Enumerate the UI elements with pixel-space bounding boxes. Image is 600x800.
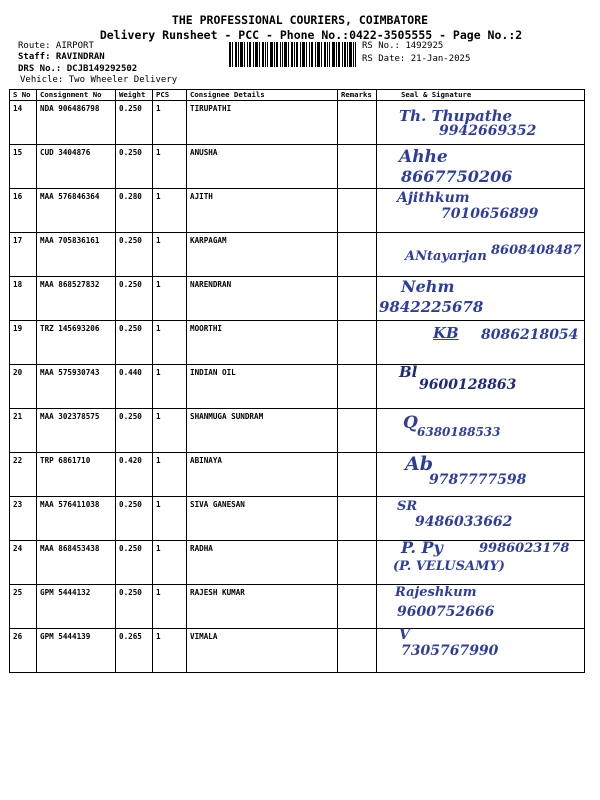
table-row	[10, 365, 585, 409]
cell-remarks	[338, 189, 377, 233]
cell-consignment: MAA 302378575	[37, 409, 116, 453]
table-row	[10, 541, 585, 585]
cell-consignee: VIMALA	[187, 629, 338, 673]
col-header-signature: Seal & Signature	[377, 90, 585, 101]
col-header-consignee: Consignee Details	[187, 90, 338, 101]
cell-consignee: TIRUPATHI	[187, 101, 338, 145]
cell-weight: 0.250	[116, 233, 153, 277]
cell-pcs: 1	[153, 145, 187, 189]
rs-date: RS Date: 21-Jan-2025	[362, 54, 471, 64]
cell-consignee: NARENDRAN	[187, 277, 338, 321]
barcode-image	[229, 42, 356, 67]
table-header-row	[10, 90, 585, 101]
cell-consignment: TRZ 145693206	[37, 321, 116, 365]
table-row	[10, 497, 585, 541]
cell-consignee: RAJESH KUMAR	[187, 585, 338, 629]
cell-sno: 26	[10, 629, 37, 673]
handwritten-signature: P. Py	[401, 538, 443, 557]
cell-signature	[377, 409, 585, 453]
cell-signature	[377, 538, 585, 585]
col-header-pcs: PCS	[153, 90, 187, 101]
handwritten-signature: V	[399, 627, 410, 643]
cell-remarks	[338, 277, 377, 321]
handwritten-phone: 9486033662	[415, 514, 513, 530]
route-label: Route: AIRPORT	[18, 41, 94, 51]
cell-consignment: MAA 576411038	[37, 497, 116, 541]
cell-pcs: 1	[153, 101, 187, 145]
cell-weight: 0.280	[116, 189, 153, 233]
cell-sno: 17	[10, 233, 37, 277]
cell-pcs: 1	[153, 541, 187, 585]
cell-consignment: MAA 705836161	[37, 233, 116, 277]
cell-weight: 0.250	[116, 409, 153, 453]
cell-consignee: SIVA GANESAN	[187, 497, 338, 541]
handwritten-phone: 9942669352	[439, 123, 537, 139]
cell-remarks	[338, 233, 377, 277]
handwritten-signature: Th. Thupathe	[399, 107, 513, 125]
handwritten-signature: Ab	[405, 453, 434, 475]
cell-sno: 15	[10, 145, 37, 189]
cell-sno: 14	[10, 101, 37, 145]
cell-signature	[377, 629, 585, 673]
cell-pcs: 1	[153, 321, 187, 365]
table-row	[10, 189, 585, 233]
handwritten-phone: 7305767990	[401, 643, 499, 659]
cell-signature	[377, 497, 585, 541]
handwritten-phone: 8608408487	[491, 243, 582, 258]
cell-remarks	[338, 497, 377, 541]
cell-remarks	[338, 541, 377, 585]
cell-consignment: GPM 5444132	[37, 585, 116, 629]
cell-sno: 24	[10, 541, 37, 585]
table-row	[10, 101, 585, 145]
cell-weight: 0.250	[116, 497, 153, 541]
cell-consignee: MOORTHI	[187, 321, 338, 365]
cell-pcs: 1	[153, 233, 187, 277]
staff-label: Staff: RAVINDRAN	[18, 52, 105, 62]
cell-sno: 25	[10, 585, 37, 629]
cell-consignment: MAA 868453438	[37, 541, 116, 585]
runsheet-subtitle: Delivery Runsheet - PCC - Phone No.:0422-3505555 - Page No.:2	[99, 28, 523, 42]
cell-sno: 16	[10, 189, 37, 233]
cell-consignment: MAA 868527832	[37, 277, 116, 321]
cell-consignment: MAA 576846364	[37, 189, 116, 233]
cell-weight: 0.440	[116, 365, 153, 409]
handwritten-phone: 8667750206	[401, 167, 513, 186]
cell-weight: 0.250	[116, 277, 153, 321]
cell-sno: 19	[10, 321, 37, 365]
table-row	[10, 233, 585, 277]
cell-signature	[377, 585, 585, 629]
cell-consignee: AJITH	[187, 189, 338, 233]
cell-consignee: RADHA	[187, 541, 338, 585]
cell-pcs: 1	[153, 453, 187, 497]
cell-consignee: INDIAN OIL	[187, 365, 338, 409]
cell-consignee: SHANMUGA SUNDRAM	[187, 409, 338, 453]
table-row	[10, 453, 585, 497]
cell-sno: 23	[10, 497, 37, 541]
col-header-remarks: Remarks	[338, 90, 377, 101]
cell-consignment: NDA 906486798	[37, 101, 116, 145]
handwritten-phone: 9842225678	[379, 298, 484, 316]
cell-pcs: 1	[153, 365, 187, 409]
company-title: THE PROFESSIONAL COURIERS, COIMBATORE	[171, 13, 429, 27]
cell-consignment: CUD 3404876	[37, 145, 116, 189]
handwritten-phone: 9787777598	[429, 472, 527, 488]
handwritten-signature: Ajithkum	[397, 190, 470, 206]
cell-remarks	[338, 453, 377, 497]
handwritten-signature: Rajeshkum	[395, 585, 477, 600]
handwritten-phone: 9986023178	[479, 541, 570, 556]
cell-consignee: KARPAGAM	[187, 233, 338, 277]
handwritten-phone: 7010656899	[441, 206, 539, 222]
cell-pcs: 1	[153, 277, 187, 321]
table-row	[10, 629, 585, 673]
cell-weight: 0.250	[116, 321, 153, 365]
cell-remarks	[338, 101, 377, 145]
table-row	[10, 409, 585, 453]
cell-weight: 0.250	[116, 145, 153, 189]
handwritten-signature: Bl	[399, 363, 418, 381]
handwritten-phone: 9600128863	[419, 377, 517, 393]
cell-pcs: 1	[153, 585, 187, 629]
cell-remarks	[338, 145, 377, 189]
cell-pcs: 1	[153, 629, 187, 673]
cell-pcs: 1	[153, 409, 187, 453]
cell-consignee: ABINAYA	[187, 453, 338, 497]
cell-signature	[377, 365, 585, 409]
cell-sno: 21	[10, 409, 37, 453]
cell-consignee: ANUSHA	[187, 145, 338, 189]
cell-weight: 0.250	[116, 101, 153, 145]
cell-weight: 0.265	[116, 629, 153, 673]
cell-remarks	[338, 365, 377, 409]
cell-signature	[377, 101, 585, 145]
handwritten-signature: Nehm	[401, 277, 455, 296]
cell-weight: 0.420	[116, 453, 153, 497]
table-row	[10, 585, 585, 629]
table-row	[10, 277, 585, 321]
col-header-sno: S No	[10, 90, 37, 101]
handwritten-signature: ANtayarjan	[405, 249, 487, 264]
handwritten-phone: 9600752666	[397, 604, 495, 620]
cell-signature	[377, 277, 585, 321]
handwritten-phone: 6380188533	[417, 425, 501, 439]
cell-remarks	[338, 585, 377, 629]
cell-weight: 0.250	[116, 585, 153, 629]
rs-number: RS No.: 1492925	[362, 41, 444, 51]
cell-consignment: GPM 5444139	[37, 629, 116, 673]
runsheet-table	[9, 89, 585, 673]
cell-signature	[377, 233, 585, 277]
cell-signature	[377, 321, 585, 365]
handwritten-signature: Q	[403, 413, 418, 433]
handwritten-signature: KB	[433, 324, 459, 342]
cell-remarks	[338, 629, 377, 673]
drs-number: DRS No.: DCJB149292502	[18, 64, 138, 74]
cell-sno: 20	[10, 365, 37, 409]
cell-signature	[377, 453, 585, 497]
col-header-weight: Weight	[116, 90, 153, 101]
cell-pcs: 1	[153, 497, 187, 541]
cell-sno: 22	[10, 453, 37, 497]
cell-signature	[377, 189, 585, 233]
cell-pcs: 1	[153, 189, 187, 233]
cell-remarks	[338, 409, 377, 453]
cell-signature	[377, 145, 585, 189]
handwritten-phone: 8086218054	[481, 327, 579, 343]
handwritten-name: (P. VELUSAMY)	[393, 559, 505, 574]
cell-consignment: MAA 575930743	[37, 365, 116, 409]
handwritten-signature: Ahhe	[399, 147, 448, 167]
table-row	[10, 145, 585, 189]
table-row	[10, 321, 585, 365]
cell-remarks	[338, 321, 377, 365]
handwritten-signature: SR	[397, 499, 418, 514]
cell-consignment: TRP 6861710	[37, 453, 116, 497]
vehicle-label: Vehicle: Two Wheeler Delivery	[20, 75, 178, 85]
col-header-consignment: Consignment No	[37, 90, 116, 101]
cell-sno: 18	[10, 277, 37, 321]
cell-weight: 0.250	[116, 541, 153, 585]
